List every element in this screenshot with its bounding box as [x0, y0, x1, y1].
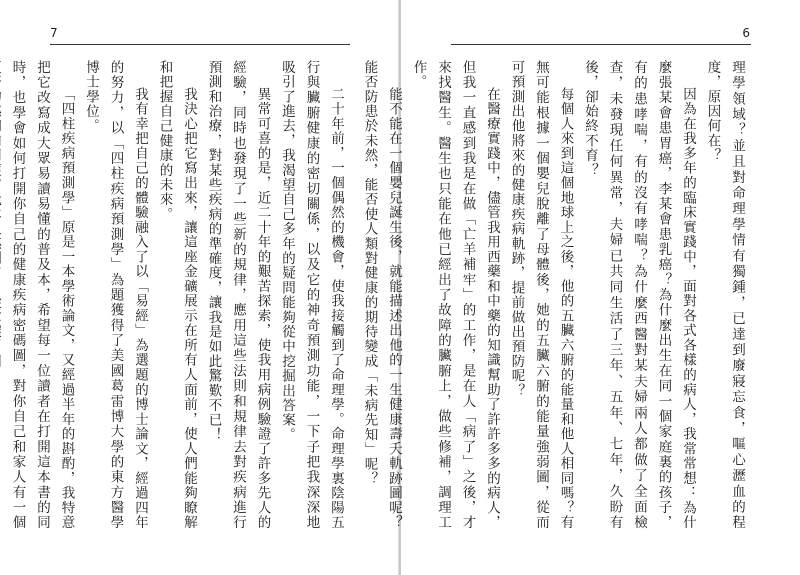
right-page	[361, 0, 800, 575]
paragraph: 我決心把它寫出來，讓這座金礦展示在所有人面前，使人們能夠瞭解和把握自己健康的未來。	[156, 60, 197, 530]
left-page	[0, 0, 399, 575]
paragraph: 理學領域？並且對命理學情有獨鍾，已達到廢寢忘食，嘔心瀝血的程度，原因何在？	[704, 60, 745, 530]
header-rule	[451, 44, 751, 45]
header-rule	[50, 44, 350, 45]
paragraph: 因為在我多年的臨床實踐中，面對各式各樣的病人，我常常想：為什麼張某會患胃癌，李某會患乳癌？為什麼出生在同一個家庭裏的孩子，有的患哮喘，有的沒有哮喘？為什麼西醫對某夫婦兩人都做了全面檢查，未發現任何異常，夫婦已共同生活了三年、五年、七年，久盼有後，卻始終不育？	[582, 60, 696, 530]
paragraph: 我有幸把自己的體驗融入了以「易經」為選題的博士論文，經過四年的努力，以「四柱疾病預測學」為題獲得了美國葛雷博大學的東方醫學博士學位。	[83, 60, 148, 530]
paragraph: 在醫療實踐中，儘管我用西藥和中藥的知識幫助了許許多多的病人，但我一直感到我是在做「亡羊補牢」的工作，是在人「病了」之後，才來找醫生。醫生也只能在他已經出了故障的臟腑上，做些修補，調理工作。	[410, 60, 500, 530]
page-number: 7	[50, 26, 58, 40]
body-text	[9, 60, 348, 530]
paragraph: 「四柱疾病預測學」原是一本學術論文，又經過半年的斟酌，我特意把它改寫成大眾易讀易懂的普及本，希望每一位讀者在打開這本書的同時，也學會如何打開你自己的健康疾病密碼圖，對你自己和家人有一個	[9, 60, 75, 530]
body-text	[361, 60, 749, 530]
paragraph: 能不能在一個嬰兒誕生後，就能描述出他的一生健康壽夭軌跡圖呢？能否防患於未然，能否使人類對健康的期待變成「未病先知」呢？	[361, 60, 402, 530]
page-number: 6	[742, 26, 750, 40]
paragraph: 異常可喜的是，近二十年的艱苦探索，使我用病例驗證了許多先人的經驗，同時也發現了一些新的規律，應用這些法則和規律去對疾病進行預測和治療，對某些疾病的準確度，讓我是如此驚歎不已！	[205, 60, 271, 530]
paragraph: 二十年前，一個偶然的機會，使我接觸到了命理學。命理學裏陰陽五行與臟腑健康的密切關係，以及它的神奇預測功能，一下子把我深深地吸引了進去，我渴望自己多年的疑問能夠從中挖掘出答案。	[279, 60, 344, 530]
paragraph: 每個人來到這個地球上之後，他的五臟六腑的能量和他人相同嗎？有無可能根據一個嬰兒脫離了母體後，她的五臟六腑的能量強弱圖，從而可預測出他將來的健康疾病軌跡，提前做出預防呢？	[508, 60, 574, 530]
